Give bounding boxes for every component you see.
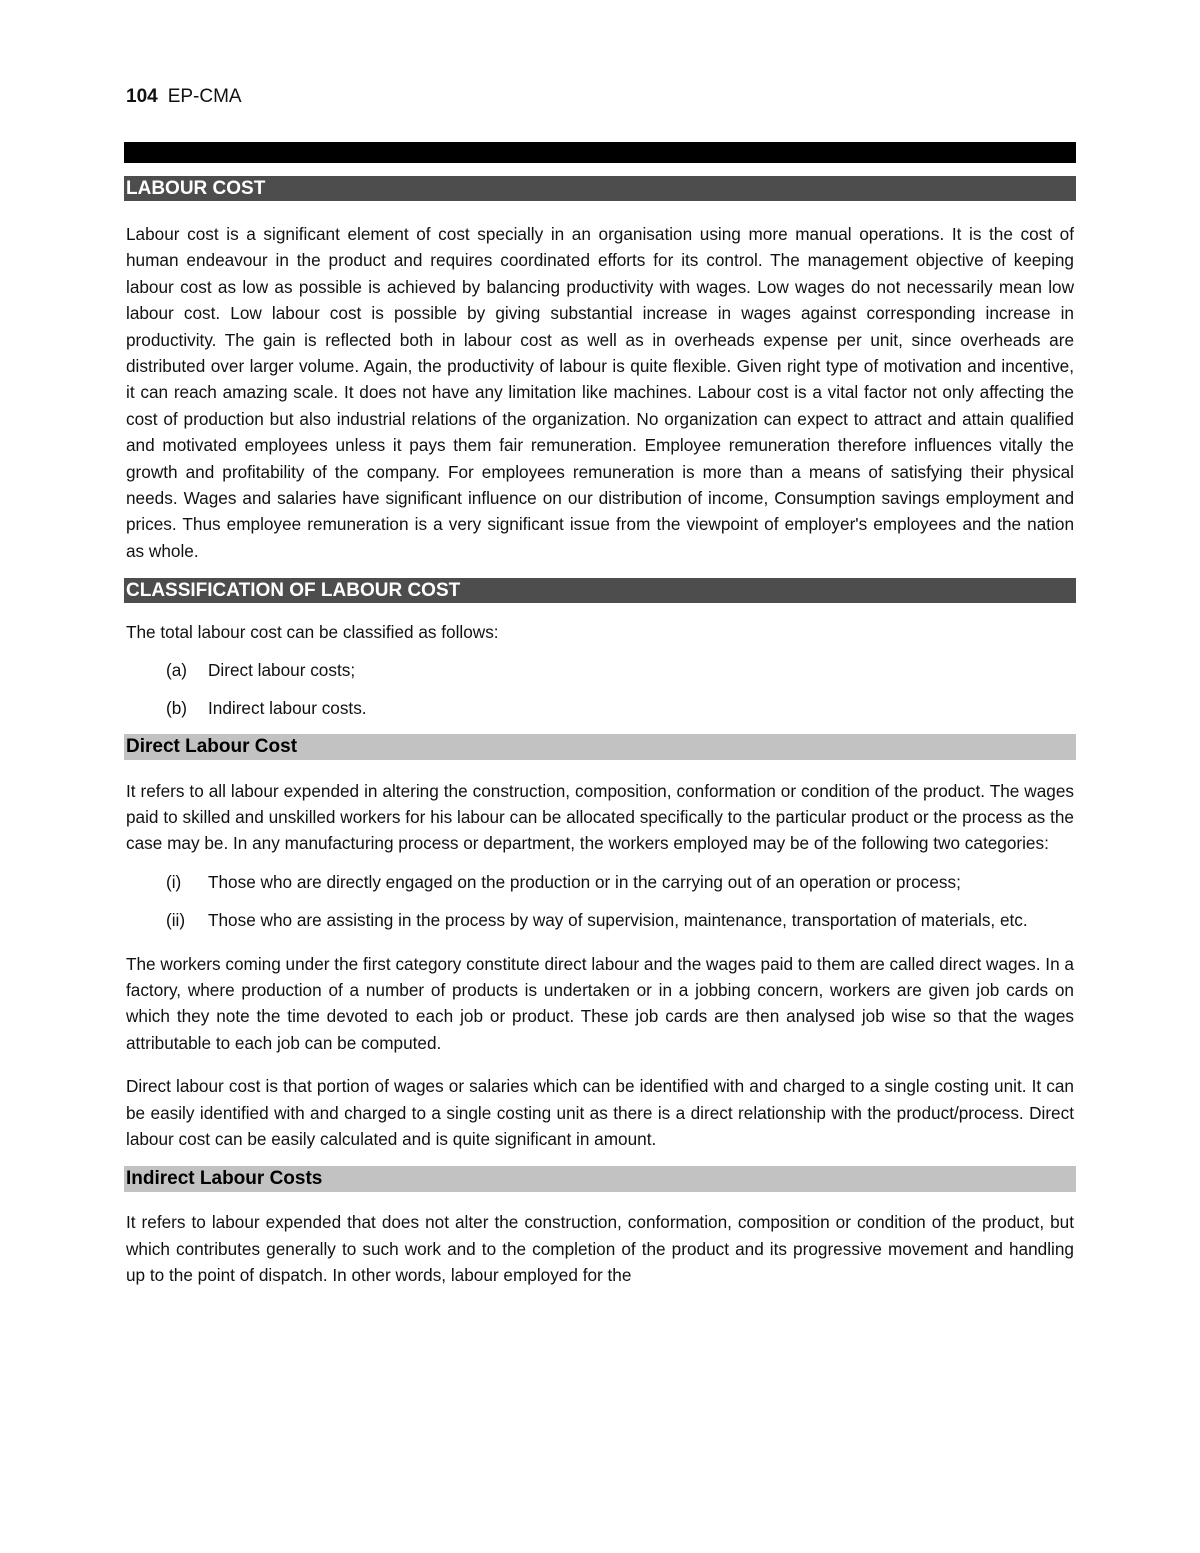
classification-list (126, 657, 1074, 722)
list-marker: (a) (166, 659, 188, 680)
direct-paragraph-3: Direct labour cost is that portion of wages or salaries which can be identified with and charged to a single costing unit. It can be easily identified with and charged to a single costing unit as there is a direct relationship with the product/process. Direct labour cost can be easily calculated and is quite significant in amount. (126, 1076, 1074, 1149)
running-header (126, 85, 242, 109)
list-marker: (ii) (166, 910, 186, 931)
page-number: 104 (126, 86, 158, 107)
list-item (126, 695, 1074, 721)
list-item-text: Those who are directly engaged on the production or in the carrying out of an operation or process; (208, 871, 961, 892)
page-content (126, 176, 1074, 1289)
list-item-text: Indirect labour costs. (208, 698, 367, 719)
list-marker: (b) (166, 698, 188, 719)
classification-intro: The total labour cost can be classified as follows: (126, 622, 499, 643)
labour-cost-paragraph: Labour cost is a significant element of cost specially in an organisation using more manual operations. It is the cost of human endeavour in the product and requires coordinated efforts for its control. The management objective of keeping labour cost as low as possible is achieved by balancing productivity with wages. Low wages do not necessarily mean low labour cost. Low labour cost is possible by giving substantial increase in wages against corresponding increase in productivity. The gain is reflected both in labour cost as well as in overheads expense per unit, since overheads are distributed over larger volume. Again, the productivity of labour is quite flexible. Given right type of motivation and incentive, it can reach amazing scale. It does not have any limitation like machines. Labour cost is a vital factor not only affecting the cost of production but also industrial relations of the organization. No organization can expect to attract and attain qualified and motivated employees unless it pays them fair remuneration. Employee remuneration therefore influences vitally the growth and profitability of the company. For employees remuneration is more than a means of satisfying their physical needs. Wages and salaries have significant influence on our distribution of income, Consumption savings employment and prices. Thus employee remuneration is a very significant issue from the viewpoint of employer's employees and the nation as whole. (126, 224, 1074, 561)
list-item-text: Those who are assisting in the process by way of supervision, maintenance, transportation of materials, etc. (208, 910, 1028, 931)
subheading-direct-labour-cost: Direct Labour Cost (124, 734, 1076, 760)
list-item (126, 907, 1074, 933)
direct-category-list (126, 869, 1074, 934)
direct-paragraph-2: The workers coming under the first category constitute direct labour and the wages paid to them are called direct wages. In a factory, where production of a number of products is undertaken or in a jobbing concern, workers are given job cards on which they note the time devoted to each job or product. These job cards are then analysed job wise so that the wages attributable to each job can be computed. (126, 953, 1074, 1053)
list-marker: (i) (166, 871, 182, 892)
chapter-rule-bar (124, 142, 1076, 163)
list-item-text: Direct labour costs; (208, 659, 356, 680)
section-heading-labour-cost: LABOUR COST (124, 176, 1076, 201)
running-title: EP-CMA (167, 86, 242, 107)
list-item (126, 657, 1074, 683)
direct-paragraph-1: It refers to all labour expended in altering the construction, composition, conformation or condition of the product. The wages paid to skilled and unskilled workers for his labour can be allocated specifically to the particular product or the process as the case may be. In any manufacturing process or department, the workers employed may be of the following two categories: (126, 780, 1074, 854)
indirect-paragraph: It refers to labour expended that does not alter the construction, conformation, composition or condition of the product, but which contributes generally to such work and to the completion of the product and its progressive movement and handling up to the point of dispatch. In other words, labour employed for the (126, 1212, 1074, 1286)
subheading-indirect-labour-costs: Indirect Labour Costs (124, 1166, 1076, 1192)
list-item (126, 869, 1074, 895)
section-heading-classification: CLASSIFICATION OF LABOUR COST (124, 578, 1076, 603)
